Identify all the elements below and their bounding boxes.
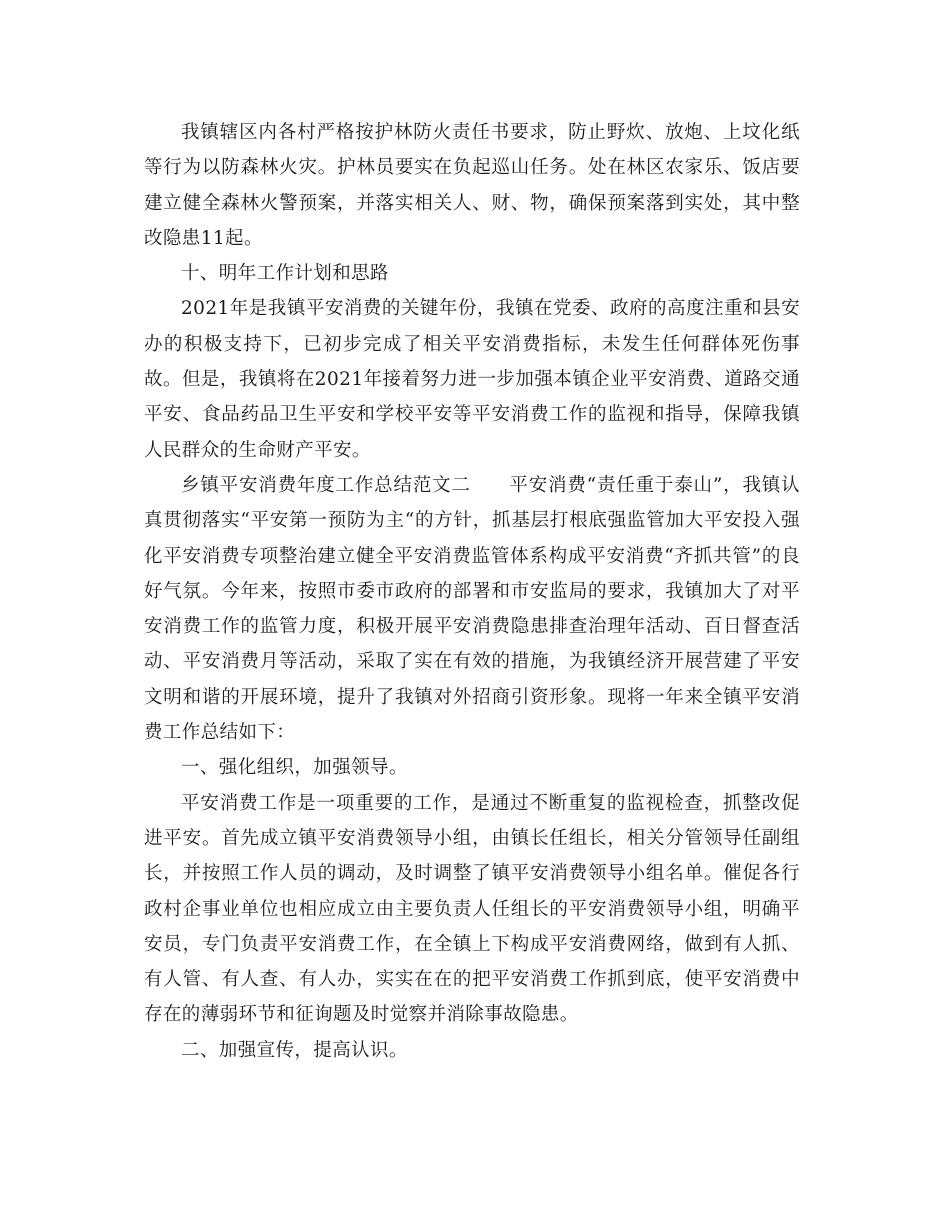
paragraph-leadership-group: 平安消费工作是一项重要的工作，是通过不断重复的监视检查，抓整改促进平安。首先成立镇平安消费领导小组，由镇长任组长，相关分管领导任副组长，并按照工作人员的调动，及时调整了镇平安消费领导小组名单。催促各行政村企事业单位也相应成立由主要负责人任组长的平安消费领导小组，明确平安员，专门负责平安消费工作，在全镇上下构成平安消费网络，做到有人抓、有人管、有人查、有人办，实实在在的把平安消费工作抓到底，使平安消费中存在的薄弱环节和征询题及时觉察并消除事故隐患。 [144, 792, 800, 1026]
paragraph-2021-plan: 2021年是我镇平安消费的关键年份，我镇在党委、政府的高度注重和县安办的积极支持下，已初步完成了相关平安消费指标，未发生任何群体死伤事故。但是，我镇将在2021年接着努力进一步加强本镇企业平安消费、道路交通平安、食品药品卫生平安和学校平安等平安消费工作的监视和指导，保障我镇人民群众的生命财产平安。 [144, 298, 800, 461]
paragraph-sample-two-intro: 乡镇平安消费年度工作总结范文二 平安消费“责任重于泰山”，我镇认真贯彻落实“平安第一预防为主“的方针，抓基层打根底强监管加大平安投入强化平安消费专项整治建立健全平安消费监管体系构成平安消费“齐抓共管”的良好气氛。今年来，按照市委市政府的部署和市安监局的要求，我镇加大了对平安消费工作的监管力度，积极开展平安消费隐患排查治理年活动、百日督查活动、平安消费月等活动，采取了实在有效的措施，为我镇经济开展营建了平安文明和谐的开展环境，提升了我镇对外招商引资形象。现将一年来全镇平安消费工作总结如下： [144, 474, 800, 744]
document-body [144, 115, 800, 1068]
paragraph-forest-fire-prevention: 我镇辖区内各村严格按护林防火责任书要求，防止野炊、放炮、上坟化纸等行为以防森林火灾。护林员要实在负起巡山任务。处在林区农家乐、饭店要建立健全森林火警预案，并落实相关人、财、物，确保预案落到实处，其中整改隐患11起。 [144, 122, 800, 249]
heading-next-year-plan: 十、明年工作计划和思路 [181, 263, 389, 285]
heading-strengthen-publicity: 二、加强宣传，提高认识。 [181, 1039, 408, 1061]
heading-strengthen-organization: 一、强化组织，加强领导。 [181, 757, 408, 779]
